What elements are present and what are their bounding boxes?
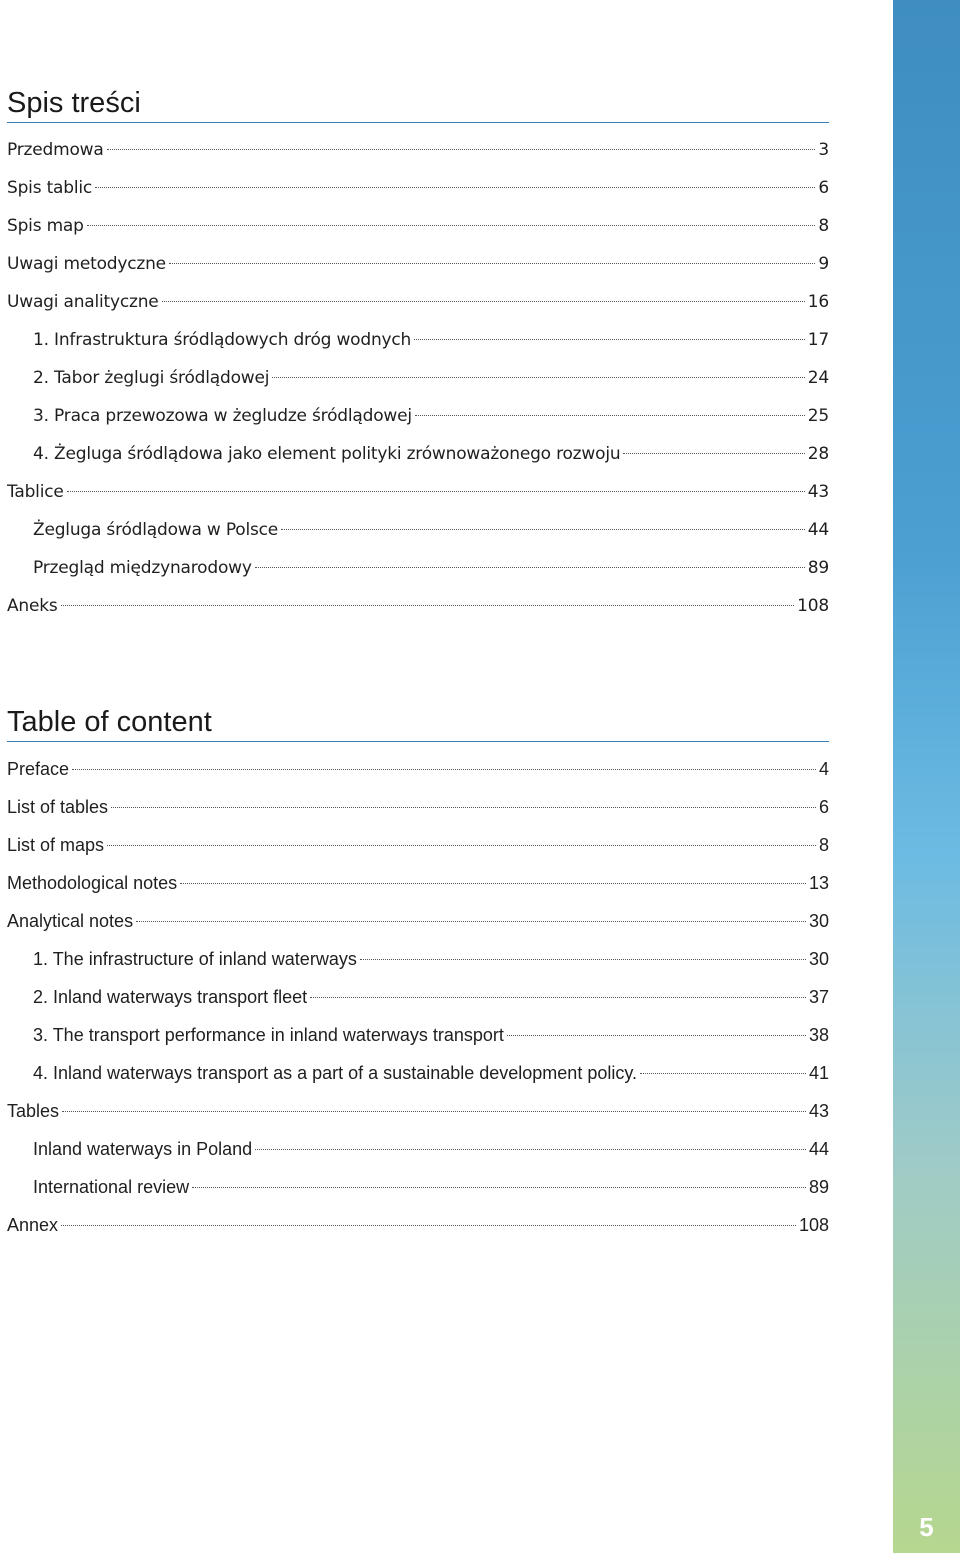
toc-entry[interactable] [7,359,829,397]
toc-entry[interactable] [7,826,829,864]
toc-entry-label: Spis tablic [7,178,93,198]
toc-entry[interactable] [7,902,829,940]
toc-entry[interactable] [7,1130,829,1168]
toc-entry-label: List of maps [7,835,105,855]
toc-entry-label: Uwagi analityczne [7,292,159,312]
toc-list-polish [7,131,829,625]
toc-entry-page: 3 [818,140,829,160]
toc-entry-label: Tablice [7,482,64,502]
toc-entry[interactable] [7,1168,829,1206]
toc-entry[interactable] [7,435,829,473]
toc-entry-page: 16 [807,292,829,312]
dot-leader [162,301,805,302]
toc-entry[interactable] [7,864,829,902]
toc-entry-page: 89 [808,1177,829,1197]
dot-leader [414,339,805,340]
dot-leader [107,845,816,846]
dot-leader [255,567,805,568]
dot-leader [87,225,816,226]
dot-leader [281,529,805,530]
toc-entry[interactable] [7,750,829,788]
toc-entry-page: 30 [808,949,829,969]
dot-leader [272,377,804,378]
dot-leader [623,453,804,454]
dot-leader [169,263,815,264]
toc-entry-page: 41 [808,1063,829,1083]
side-color-bar [893,0,960,1553]
dot-leader [107,149,816,150]
toc-entry[interactable] [7,1092,829,1130]
dot-leader [192,1187,806,1188]
toc-entry-label: 3. Praca przewozowa w żegludze śródlądowej [33,406,412,426]
toc-entry[interactable] [7,321,829,359]
toc-entry[interactable] [7,283,829,321]
toc-entry[interactable] [7,397,829,435]
dot-leader [415,415,805,416]
toc-entry-page: 4 [818,759,829,779]
toc-entry-label: Preface [7,759,70,779]
page-number: 5 [919,1512,934,1542]
dot-leader [61,605,795,606]
toc-entry-page: 6 [818,178,829,198]
toc-entry-page: 108 [797,596,829,616]
toc-entry-page: 108 [798,1215,829,1235]
toc-entry[interactable] [7,511,829,549]
toc-entry-label: Przedmowa [7,140,104,160]
toc-entry[interactable] [7,1206,829,1244]
dot-leader [72,769,816,770]
toc-entry-label: 4. Inland waterways transport as a part of a sustainable development policy. [33,1063,638,1083]
toc-entry[interactable] [7,473,829,511]
toc-entry-page: 28 [807,444,829,464]
toc-entry[interactable] [7,245,829,283]
toc-entry-label: Żegluga śródlądowa w Polsce [33,520,279,540]
toc-entry-page: 43 [807,482,829,502]
toc-entry-label: 3. The transport performance in inland waterways transport [33,1025,504,1045]
toc-entry-label: 2. Tabor żeglugi śródlądowej [33,368,270,388]
dot-leader [507,1035,806,1036]
toc-entry[interactable] [7,549,829,587]
toc-entry-page: 17 [807,330,829,350]
toc-entry-label: International review [33,1177,190,1197]
toc-entry-label: 4. Żegluga śródlądowa jako element polityki zrównoważonego rozwoju [33,444,621,464]
toc-entry-page: 44 [808,1139,829,1159]
dot-leader [62,1111,806,1112]
toc-heading-polish: Spis treści [7,85,829,123]
dot-leader [61,1225,796,1226]
toc-entry-label: Annex [7,1215,59,1235]
toc-entry-page: 24 [807,368,829,388]
toc-entry[interactable] [7,1054,829,1092]
toc-entry-page: 8 [818,835,829,855]
toc-entry-page: 25 [807,406,829,426]
toc-entry-page: 37 [808,987,829,1007]
toc-entry-page: 38 [808,1025,829,1045]
toc-entry-label: 1. Infrastruktura śródlądowych dróg wodnych [33,330,412,350]
dot-leader [136,921,806,922]
toc-entry-page: 89 [807,558,829,578]
toc-entry-label: Analytical notes [7,911,134,931]
toc-entry[interactable] [7,1016,829,1054]
toc-entry-page: 30 [808,911,829,931]
toc-heading-english: Table of content [7,704,829,742]
dot-leader [640,1073,806,1074]
dot-leader [95,187,815,188]
toc-entry[interactable] [7,169,829,207]
toc-entry[interactable] [7,788,829,826]
toc-entry-page: 44 [807,520,829,540]
toc-entry-label: Uwagi metodyczne [7,254,166,274]
toc-entry-page: 43 [808,1101,829,1121]
toc-entry-label: Przegląd międzynarodowy [33,558,252,578]
dot-leader [360,959,806,960]
toc-entry[interactable] [7,940,829,978]
toc-entry-label: Aneks [7,596,58,616]
dot-leader [111,807,816,808]
toc-entry-page: 6 [818,797,829,817]
toc-section-english [7,704,829,1244]
toc-entry-label: 1. The infrastructure of inland waterways [33,949,357,969]
toc-entry[interactable] [7,207,829,245]
dot-leader [180,883,806,884]
dot-leader [310,997,806,998]
toc-entry-label: 2. Inland waterways transport fleet [33,987,308,1007]
toc-list-english [7,750,829,1244]
toc-section-polish [7,85,829,625]
toc-entry-label: List of tables [7,797,109,817]
dot-leader [67,491,805,492]
toc-entry-label: Spis map [7,216,84,236]
toc-entry[interactable] [7,978,829,1016]
toc-entry-page: 9 [818,254,829,274]
toc-entry-label: Tables [7,1101,60,1121]
toc-entry-label: Inland waterways in Poland [33,1139,253,1159]
dot-leader [255,1149,806,1150]
toc-entry-label: Methodological notes [7,873,178,893]
toc-entry-page: 13 [808,873,829,893]
toc-entry[interactable] [7,131,829,169]
toc-entry-page: 8 [818,216,829,236]
toc-entry[interactable] [7,587,829,625]
